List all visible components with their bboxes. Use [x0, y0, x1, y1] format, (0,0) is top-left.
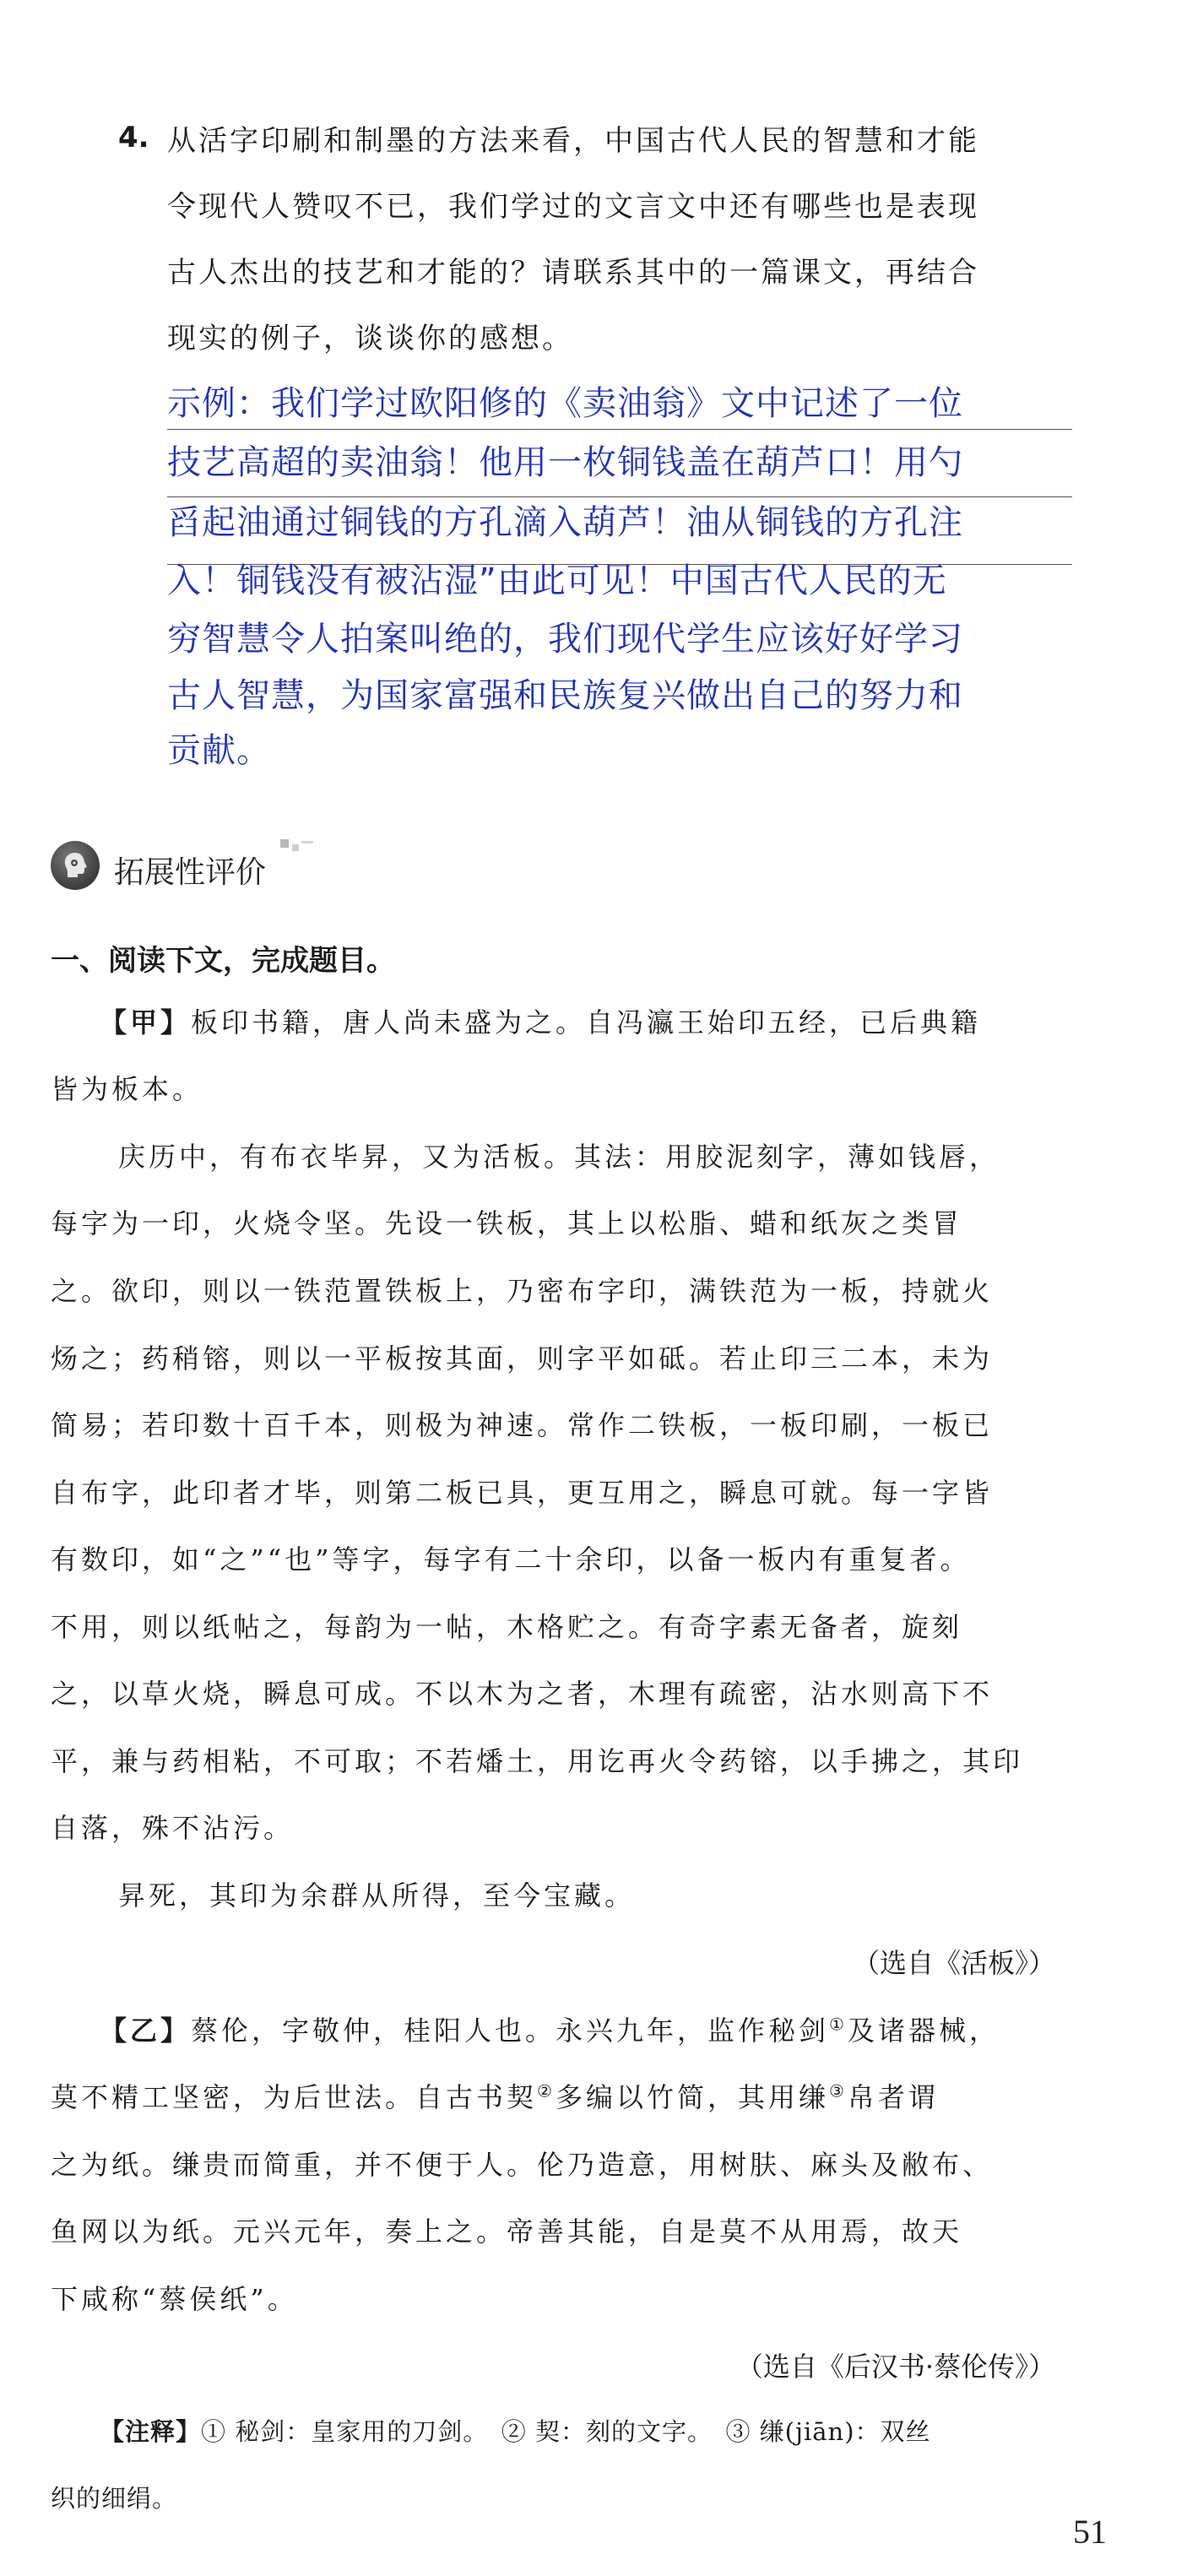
answer-line: 入！铜钱没有被沾湿”由此可见！中国古代人民的无 — [167, 561, 947, 600]
question-line: 令现代人赞叹不已，我们学过的文言文中还有哪些也是表现 — [167, 190, 979, 224]
jia-label: 【甲】 — [100, 1006, 192, 1039]
jia-line: 皆为板本。 — [51, 1073, 203, 1105]
jia-line: 之。欲印，则以一铁范置铁板上，乃密布字印，满铁范为一板，持就火 — [51, 1275, 994, 1307]
question-line: 古人杰出的技艺和才能的？请联系其中的一篇课文，再结合 — [167, 256, 979, 290]
jia-line: 有数印，如“之”“也”等字，每字有二十余印，以备一板内有重复者。 — [51, 1543, 971, 1575]
notes-line — [100, 2413, 931, 2448]
yi-line — [100, 2009, 1000, 2048]
jia-line: 平，兼与药相粘，不可取；不若燔土，用讫再火令药镕，以手拂之，其印 — [51, 1745, 1024, 1777]
yi-source: （选自《后汉书·蔡伦传》） — [735, 2351, 1055, 2383]
answer-rule — [167, 429, 1072, 430]
footnote-mark: ① — [829, 2014, 848, 2035]
jia-text: 板印书籍，唐人尚未盛为之。自冯瀛王始印五经，已后典籍 — [191, 1006, 982, 1039]
section-head-icon — [51, 841, 100, 890]
yi-line: 下咸称“蔡侯纸”。 — [51, 2283, 298, 2315]
question-number: 4. — [118, 121, 149, 155]
yi-line: 之为纸。缣贵而简重，并不便于人。伦乃造意，用树肤、麻头及敝布、 — [51, 2149, 994, 2181]
yi-label: 【乙】 — [100, 2015, 192, 2047]
section-decoration — [301, 841, 313, 843]
jia-line: 不用，则以纸帖之，每韵为一帖，木格贮之。有奇字素无备者，旋刻 — [51, 1611, 963, 1643]
jia-line: 简易；若印数十百千本，则极为神速。常作二铁板，一板印刷，一板已 — [51, 1409, 994, 1441]
answer-line: 舀起油通过铜钱的方孔滴入葫芦！油从铜钱的方孔注 — [167, 503, 963, 542]
section-decoration — [280, 839, 289, 848]
footnote-mark: ③ — [828, 2080, 848, 2101]
section-decoration — [292, 844, 299, 851]
yi-text: 莫不精工坚密，为后世法。自古书契 — [51, 2081, 538, 2113]
answer-line: 贡献。 — [167, 731, 271, 770]
jia-line: 自布字，此印者才毕，则第二板已具，更互用之，瞬息可就。每一字皆 — [51, 1477, 994, 1509]
answer-line: 穷智慧令人拍案叫绝的，我们现代学生应该好好学习 — [167, 620, 963, 659]
jia-source: （选自《活板》） — [852, 1947, 1055, 1979]
jia-line: 昇死，其印为余群从所得，至今宝藏。 — [118, 1879, 636, 1912]
question-line: 从活字印刷和制墨的方法来看，中国古代人民的智慧和才能 — [167, 124, 979, 158]
yi-line: 鱼网以为纸。元兴元年，奏上之。帝善其能，自是莫不从用焉，故天 — [51, 2215, 963, 2248]
notes-text: ① 秘剑：皇家用的刀剑。 ② 契：刻的文字。 ③ 缣(jiān)：双丝 — [201, 2417, 931, 2446]
jia-line: 每字为一印，火烧令坚。先设一铁板，其上以松脂、蜡和纸灰之类冒 — [51, 1207, 963, 1239]
yi-text: 帛者谓 — [847, 2081, 939, 2113]
question-line: 现实的例子，谈谈你的感想。 — [167, 322, 573, 355]
jia-line: 之，以草火烧，瞬息可成。不以木为之者，木理有疏密，沾水则高下不 — [51, 1678, 994, 1710]
answer-line: 技艺高超的卖油翁！他用一枚铜钱盖在葫芦口！用勺 — [167, 443, 963, 482]
yi-text: 蔡伦，字敬仲，桂阳人也。永兴九年，监作秘剑 — [191, 2015, 830, 2047]
answer-line: 古人智慧，为国家富强和民族复兴做出自己的努力和 — [167, 676, 963, 715]
notes-line: 织的细绢。 — [51, 2484, 178, 2513]
part-title: 一、阅读下文，完成题目。 — [51, 944, 395, 978]
yi-line — [51, 2076, 939, 2115]
footnote-mark: ② — [537, 2080, 556, 2101]
jia-line: 自落，殊不沾污。 — [51, 1812, 295, 1844]
section-title: 拓展性评价 — [114, 855, 267, 890]
answer-line: 示例：我们学过欧阳修的《卖油翁》文中记述了一位 — [167, 384, 963, 423]
page-number: 51 — [1073, 2513, 1107, 2551]
jia-line: 庆历中，有布衣毕昇，又为活板。其法：用胶泥刻字，薄如钱唇， — [118, 1141, 1000, 1173]
jia-line: 炀之；药稍镕，则以一平板按其面，则字平如砥。若止印三二本，未为 — [51, 1342, 994, 1375]
yi-text: 多编以竹简，其用缣 — [555, 2081, 829, 2113]
jia-line — [100, 1001, 981, 1040]
yi-text: 及诸器械， — [847, 2015, 1000, 2047]
notes-label: 【注释】 — [100, 2417, 202, 2446]
